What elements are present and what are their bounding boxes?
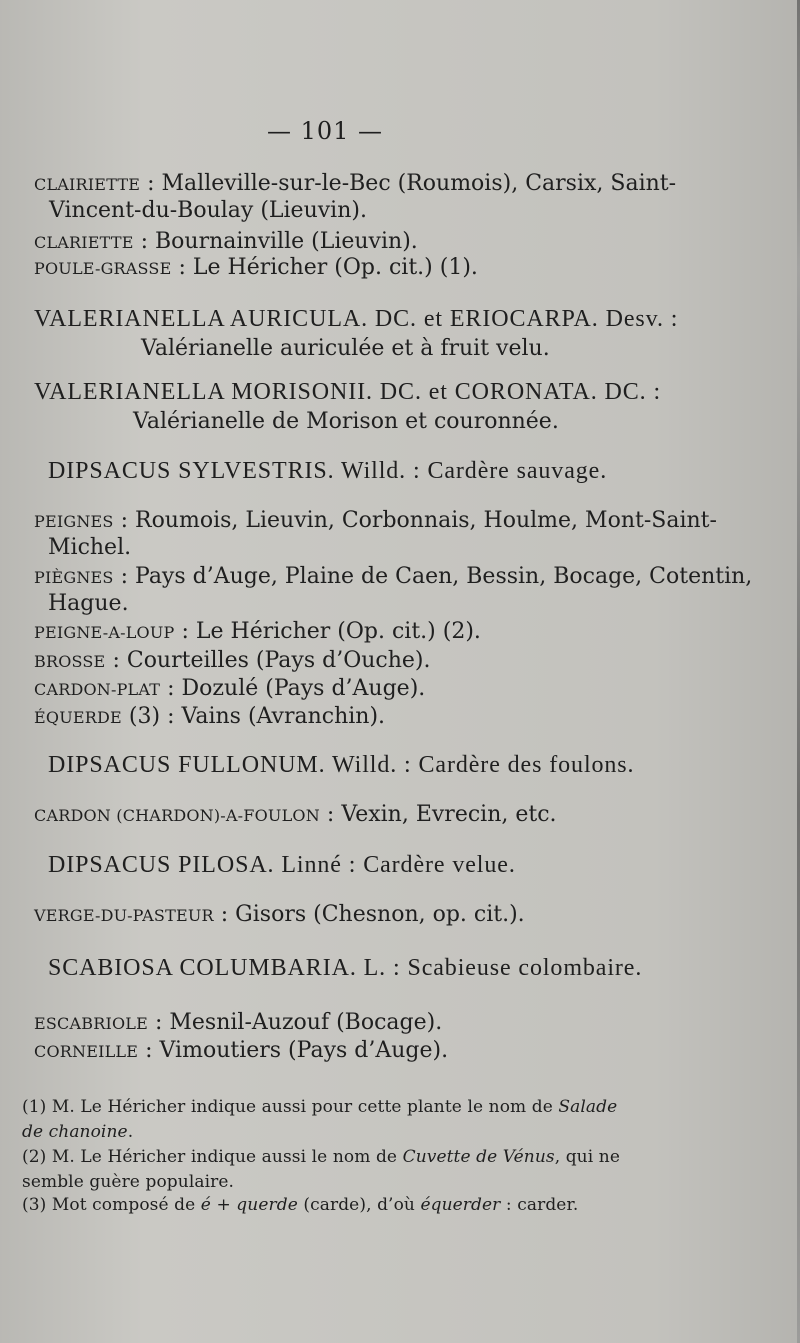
entry-line <box>34 257 478 279</box>
entry-text: : Mesnil-Auzouf (Bocage). <box>154 1010 443 1035</box>
footnote-italic: Cuvette de Vénus <box>402 1147 555 1167</box>
entry-continuation: Hague. <box>48 591 129 616</box>
footnote-1 <box>22 1095 642 1145</box>
entry-line <box>34 904 525 926</box>
entry-continuation: Michel. <box>48 535 132 560</box>
entry-line <box>34 566 752 588</box>
entry-label: ÉQUERDE <box>34 708 122 727</box>
footnote-2 <box>22 1145 642 1195</box>
page-number: — 101 — <box>266 117 384 145</box>
entry-label: BROSSE <box>34 652 106 671</box>
footnote-italic: Salade de chanoine <box>22 1097 618 1142</box>
footnote-italic: é + querde <box>200 1195 298 1215</box>
entry-line <box>34 510 717 532</box>
entry-line <box>34 173 676 195</box>
entry-text: : Malleville-sur-le-Bec (Roumois), Carsix, Saint- <box>147 171 677 196</box>
entry-line <box>34 231 418 253</box>
entry-label: POULE-GRASSE <box>34 259 172 278</box>
footnote-3 <box>22 1193 642 1218</box>
entry-text: : Le Héricher (Op. cit.) (2). <box>181 619 481 644</box>
entry-label: ESCABRIOLE <box>34 1014 148 1033</box>
entry-line <box>34 706 385 728</box>
footnote-text: (2) M. Le Héricher indique aussi le nom de <box>22 1147 403 1167</box>
entry-label: PEIGNE-A-LOUP <box>34 623 175 642</box>
entry-label: CORNEILLE <box>34 1042 139 1061</box>
entry-text: : Pays d’Auge, Plaine de Caen, Bessin, Bocage, Cotentin, <box>120 564 753 589</box>
entry-text: : Courteilles (Pays d’Ouche). <box>112 648 431 673</box>
entry-text: : Dozulé (Pays d’Auge). <box>167 676 426 701</box>
footnote-text: (1) M. Le Héricher indique aussi pour cette plante le nom de <box>22 1097 559 1117</box>
entry-continuation: Vincent-du-Boulay (Lieuvin). <box>49 198 367 223</box>
heading-line: SCABIOSA COLUMBARIA. L. : Scabieuse colombaire. <box>48 955 643 981</box>
entry-text: : Gisors (Chesnon, op. cit.). <box>220 902 525 927</box>
footnote-text: (carde), d’où <box>297 1195 421 1215</box>
entry-label: CARDON-PLAT <box>34 680 161 699</box>
entry-line <box>34 678 425 700</box>
entry-text: : Le Héricher (Op. cit.) (1). <box>178 255 478 280</box>
entry-line <box>34 1012 442 1034</box>
entry-label: PEIGNES <box>34 512 114 531</box>
footnote-italic: équerder <box>420 1195 501 1215</box>
entry-text: (3) : Vains (Avranchin). <box>128 704 386 729</box>
heading-line: VALERIANELLA AURICULA. DC. et ERIOCARPA. Desv. : <box>34 306 679 332</box>
heading-line: DIPSACUS FULLONUM. Willd. : Cardère des foulons. <box>48 752 635 778</box>
entry-label: VERGE-DU-PASTEUR <box>34 906 214 925</box>
entry-label: CLAIRIETTE <box>34 175 141 194</box>
entry-text: : Vimoutiers (Pays d’Auge). <box>145 1038 449 1063</box>
entry-line <box>34 804 557 826</box>
entry-label: CARDON (CHARDON)-A-FOULON <box>34 806 320 825</box>
entry-text: : Roumois, Lieuvin, Corbonnais, Houlme, Mont-Saint- <box>120 508 717 533</box>
entry-text: : Bournainville (Lieuvin). <box>140 229 418 254</box>
footnote-text: , qui ne semble guère populaire. <box>22 1147 620 1192</box>
heading-subline: Valérianelle auriculée et à fruit velu. <box>141 336 550 361</box>
heading-line: VALERIANELLA MORISONII. DC. et CORONATA. DC. : <box>34 379 662 405</box>
heading-subline: Valérianelle de Morison et couronnée. <box>133 409 559 434</box>
footnote-text: (3) Mot composé de <box>22 1195 201 1215</box>
footnote-text: : carder. <box>500 1195 579 1215</box>
entry-line <box>34 650 431 672</box>
entry-label: CLARIETTE <box>34 233 134 252</box>
heading-line: DIPSACUS PILOSA. Linné : Cardère velue. <box>48 852 516 878</box>
footnote-text: . <box>127 1122 134 1142</box>
entry-text: : Vexin, Evrecin, etc. <box>326 802 557 827</box>
entry-line <box>34 621 481 643</box>
heading-line: DIPSACUS SYLVESTRIS. Willd. : Cardère sauvage. <box>48 458 608 484</box>
entry-line <box>34 1040 448 1062</box>
entry-label: PIÈGNES <box>34 568 114 587</box>
